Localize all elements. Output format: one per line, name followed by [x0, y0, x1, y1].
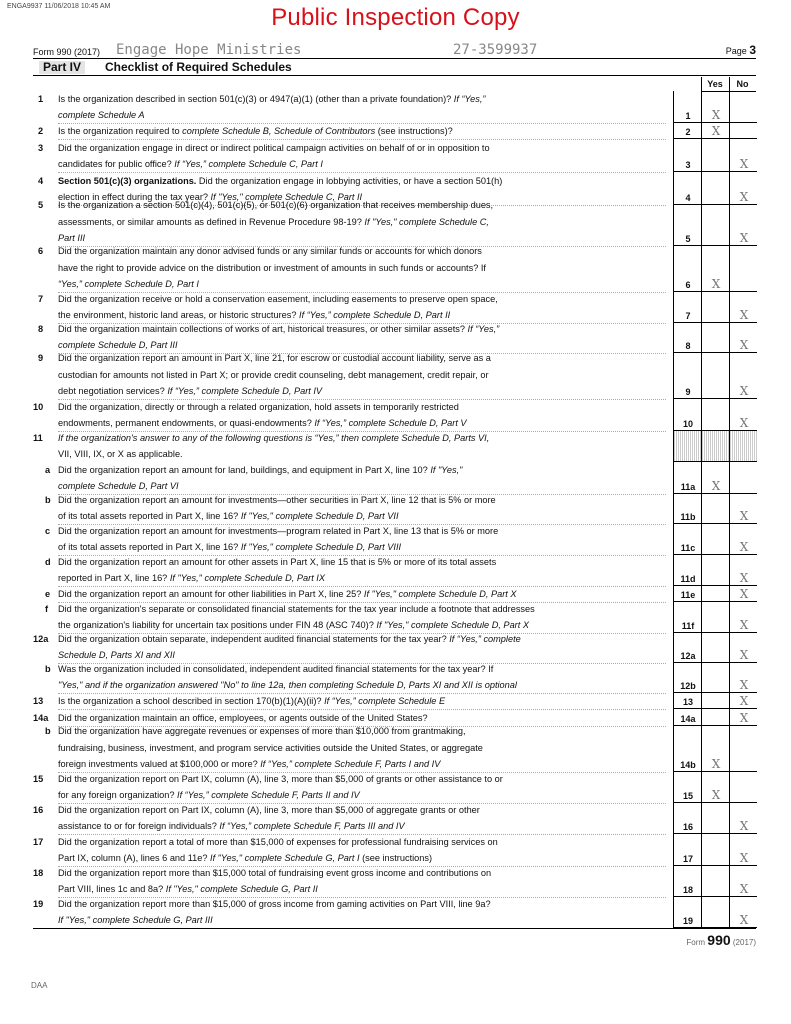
question-text-instruction: If “Yes,” — [453, 93, 486, 104]
question-text: Did the organization's separate or consolidated financial statements for the tax year include a footnote that addresses — [58, 603, 535, 614]
no-checkbox[interactable]: X — [739, 678, 749, 692]
question-text-line — [58, 123, 666, 140]
yes-column-divider — [701, 77, 702, 928]
answer-row-1 — [673, 91, 757, 123]
line-label: 6 — [685, 280, 691, 290]
answer-row-15 — [673, 772, 757, 803]
question-text: Is the organization a section 501(c)(4), 501(c)(5), or 501(c)(6) organization that receives membership dues, — [58, 200, 494, 211]
page-number: 3 — [749, 43, 756, 57]
question-text-plain: of its total assets reported in Part X, line 16? — [58, 542, 241, 553]
question-text-line — [58, 197, 666, 213]
question-text-line — [58, 243, 666, 259]
question-text — [58, 433, 489, 443]
question-text-plain: Did the organization report an amount for other liabilities in Part X, line 25? — [58, 589, 364, 600]
line-label: 11d — [680, 574, 696, 584]
part-title: Checklist of Required Schedules — [105, 60, 292, 74]
line-label: 1 — [685, 111, 691, 121]
question-text-instruction: complete Schedule A — [58, 110, 145, 121]
line-label: 13 — [682, 697, 693, 707]
line-label: 12b — [680, 681, 696, 691]
question-text-line — [58, 367, 666, 383]
line-label: 18 — [682, 885, 693, 895]
line-label: 15 — [682, 791, 693, 801]
line-label: 7 — [685, 311, 691, 321]
question-text-plain: endowments, permanent endowments, or quasi-endowments? — [58, 418, 315, 429]
question-text-line — [58, 260, 666, 276]
question-text-instruction: If “Yes,” complete — [449, 633, 521, 644]
no-checkbox[interactable]: X — [739, 913, 749, 927]
question-text-line — [58, 321, 666, 337]
question-text-line — [58, 446, 666, 462]
question-text — [58, 696, 445, 706]
yes-checkbox[interactable]: X — [711, 479, 721, 493]
question-text-instruction: If “Yes,” — [467, 323, 500, 334]
part-header — [33, 60, 756, 76]
question-text-line — [58, 723, 666, 739]
line-label: 11b — [680, 512, 696, 522]
question-number: 3 — [38, 142, 44, 153]
answer-row-8 — [673, 323, 757, 353]
question-text: VII, VIII, IX, or X as applicable. — [58, 449, 183, 460]
answer-row-19 — [673, 897, 757, 928]
question-text-plain: assessments, or similar amounts as defined in Revenue Procedure 98-19? — [58, 216, 365, 227]
bottom-rule — [33, 928, 756, 929]
question-text — [58, 790, 360, 800]
no-checkbox[interactable]: X — [739, 190, 749, 204]
no-checkbox[interactable]: X — [739, 571, 749, 585]
line-label: 2 — [685, 127, 691, 137]
footer-year: (2017) — [732, 938, 756, 947]
question-number: 9 — [38, 353, 44, 364]
question-text-instruction: If “Yes,” complete Schedule D, Part II — [299, 310, 451, 321]
answer-row-7 — [673, 292, 757, 323]
question-text-plain: (see instructions) — [359, 853, 433, 864]
question-text: custodian for amounts not listed in Part X; or provide credit counseling, debt management, credit repair, or — [58, 369, 489, 380]
line-label: 16 — [682, 822, 693, 832]
question-number: a — [45, 464, 51, 475]
line-label: 14a — [680, 714, 696, 724]
yes-checkbox[interactable]: X — [711, 788, 721, 802]
answer-row-10 — [673, 399, 757, 431]
no-column-divider — [729, 77, 730, 928]
no-checkbox[interactable]: X — [739, 694, 749, 708]
question-text: Did the organization have aggregate revenues or expenses of more than $10,000 from grantmaking, — [58, 726, 466, 737]
line-label: 17 — [682, 854, 693, 864]
question-text-plain: Is the organization a school described in section 170(b)(1)(A)(ii)? — [58, 696, 325, 707]
question-text — [58, 279, 199, 289]
question-text — [58, 176, 502, 186]
question-number: d — [45, 556, 51, 567]
answer-row-14a — [673, 709, 757, 726]
question-number: 18 — [33, 867, 44, 878]
question-text-plain: assistance to or for foreign individuals? — [58, 821, 220, 832]
question-number: 14a — [33, 713, 49, 724]
question-text-line — [58, 107, 666, 124]
line-label: 9 — [685, 387, 691, 397]
question-text-line — [58, 399, 666, 415]
line-label: 5 — [685, 234, 691, 244]
question-text — [58, 340, 178, 350]
question-text-instruction: If "Yes," complete Schedule C, — [364, 216, 489, 227]
answer-row-12b — [673, 663, 757, 693]
question-text-plain: Did the organization report an amount for land, buildings, and equipment in Part X, line 10? — [58, 464, 431, 475]
yes-checkbox[interactable]: X — [711, 277, 721, 291]
question-text: Did the organization receive or hold a conservation easement, including easements to preserve open space, — [58, 293, 498, 304]
no-checkbox[interactable]: X — [739, 618, 749, 632]
answer-row-4 — [673, 172, 757, 205]
question-text-line — [58, 740, 666, 756]
answer-row-shaded — [673, 431, 757, 462]
question-number: 12a — [33, 633, 49, 644]
question-text-instruction: If "Yes," complete Schedule D, Part VII — [240, 511, 399, 522]
question-text-line — [58, 156, 666, 173]
question-text-line — [58, 214, 666, 230]
answer-row-3 — [673, 139, 757, 172]
question-text-instruction: complete Schedule B, Schedule of Contributors — [182, 126, 376, 137]
question-text-plain: Part IX, column (A), lines 6 and 11e? — [58, 853, 211, 864]
question-text-line — [58, 677, 666, 694]
question-text-instruction: If "Yes," complete Schedule D, Part X — [376, 620, 529, 631]
question-text: Did the organization report on Part IX, column (A), line 3, more than $5,000 of grants or other assistance to or — [58, 773, 503, 784]
question-text — [58, 853, 432, 863]
line-label: 11f — [681, 621, 695, 631]
no-checkbox[interactable]: X — [739, 231, 749, 245]
question-text-plain: reported in Part X, line 16? — [58, 573, 170, 584]
question-text — [58, 126, 453, 136]
question-text-line — [58, 523, 666, 539]
question-text-instruction: If “Yes,” complete Schedule C, Part I — [174, 159, 323, 170]
question-text — [58, 650, 175, 660]
question-text-instruction: If "Yes," complete Schedule G, Part III — [58, 915, 213, 926]
question-number: 19 — [33, 898, 44, 909]
question-text-instruction: If "Yes," complete Schedule D, Part VIII — [240, 542, 402, 553]
answer-row-12a — [673, 633, 757, 663]
question-text — [58, 94, 485, 104]
form-footer — [686, 932, 756, 948]
question-text — [58, 110, 144, 120]
question-text-instruction: If “Yes,” complete Schedule E — [324, 696, 446, 707]
answer-row-9 — [673, 353, 757, 399]
question-number: 13 — [33, 696, 44, 707]
question-text: Did the organization report on Part IX, column (A), line 3, more than $5,000 of aggregate grants or other — [58, 804, 480, 815]
question-text-instruction: "Yes," and if the organization answered "No" to line 12a, then completing Schedule D, Parts XI and XII is optional — [58, 680, 517, 691]
question-text — [58, 159, 323, 169]
daa-mark: DAA — [31, 981, 48, 990]
line-label: 19 — [682, 916, 693, 926]
question-text: Did the organization, directly or through a related organization, hold assets in temporarily restricted — [58, 401, 459, 412]
question-text-instruction: If “Yes,” complete Schedule F, Parts III and IV — [219, 821, 405, 832]
answer-row-11c — [673, 524, 757, 555]
question-text-plain: (see instructions)? — [375, 126, 453, 137]
yes-checkbox[interactable]: X — [711, 124, 721, 138]
question-text-line — [58, 818, 666, 835]
question-text — [58, 418, 467, 428]
question-text-line — [58, 661, 666, 677]
question-text-instruction: If “Yes,” complete Schedule F, Parts II and IV — [177, 790, 360, 801]
part-label: Part IV — [39, 61, 85, 74]
question-text — [58, 884, 318, 894]
answer-row-11a — [673, 462, 757, 494]
question-text-line — [58, 350, 666, 366]
line-label: 11c — [680, 543, 696, 553]
footer-form-number: 990 — [707, 932, 731, 948]
question-number: 2 — [38, 126, 44, 137]
question-text-bold: Section 501(c)(3) organizations. — [58, 175, 197, 186]
question-text-line — [58, 896, 666, 912]
question-text-instruction: If "Yes," complete Schedule D, Part IX — [169, 573, 325, 584]
question-text — [58, 680, 517, 690]
question-text — [58, 589, 517, 599]
line-label: 8 — [685, 341, 691, 351]
question-text: Did the organization engage in direct or indirect political campaign activities on behalf of or in opposition to — [58, 142, 490, 153]
question-text: Did the organization report an amount in Part X, line 21, for escrow or custodial account liability, serve as a — [58, 353, 491, 364]
question-text: Did the organization report a total of more than $15,000 of expenses for professional fundraising services on — [58, 836, 498, 847]
question-text — [58, 573, 325, 583]
question-text-instruction: Part III — [58, 233, 86, 244]
answer-row-11d — [673, 555, 757, 586]
question-number: 8 — [38, 323, 44, 334]
question-text-line — [58, 492, 666, 508]
question-text-plain: Is the organization required to — [58, 126, 183, 137]
question-text-instruction: “Yes,” complete Schedule D, Part I — [58, 279, 199, 290]
question-text-line — [58, 173, 666, 189]
no-checkbox[interactable]: X — [739, 851, 749, 865]
question-number: 6 — [38, 246, 44, 257]
no-checkbox[interactable]: X — [739, 157, 749, 171]
question-text — [58, 634, 521, 644]
question-text-line — [58, 570, 666, 587]
question-text-plain: Part VIII, lines 1c and 8a? — [58, 884, 166, 895]
question-text — [58, 915, 213, 925]
question-text-plain: Did the organization obtain separate, independent audited financial statements for the tax year? — [58, 633, 450, 644]
no-column-header: No — [729, 77, 756, 92]
question-text — [58, 465, 462, 475]
question-number: b — [45, 726, 51, 737]
question-text-plain: election in effect during the tax year? — [58, 192, 211, 203]
question-number: 4 — [38, 175, 44, 186]
question-text-instruction: If “Yes,” complete Schedule D, Part V — [314, 418, 467, 429]
question-text-instruction: If “Yes,” complete Schedule F, Parts I and IV — [260, 759, 441, 770]
question-text-line — [58, 601, 666, 617]
answer-row-11f — [673, 602, 757, 633]
yes-checkbox[interactable]: X — [711, 108, 721, 122]
question-number: 17 — [33, 836, 44, 847]
line-label: 14b — [680, 760, 696, 770]
answer-row-11b — [673, 494, 757, 524]
question-text-plain: the organization's liability for uncertain tax positions under FIN 48 (ASC 740)? — [58, 620, 377, 631]
question-text: Did the organization report an amount for other assets in Part X, line 15 that is 5% or more of its total assets — [58, 556, 497, 567]
no-checkbox[interactable]: X — [739, 882, 749, 896]
question-number: 15 — [33, 773, 44, 784]
ein: 27-3599937 — [453, 42, 538, 58]
question-number: b — [45, 494, 51, 505]
organization-name: Engage Hope Ministries — [116, 42, 302, 58]
question-text-instruction: If "Yes," complete Schedule D, Part X — [363, 589, 517, 600]
public-inspection-banner: Public Inspection Copy — [271, 4, 520, 31]
question-text-line — [58, 631, 666, 647]
question-text-instruction: If "Yes," complete Schedule G, Part II — [165, 884, 318, 895]
question-text-instruction: If "Yes," complete Schedule C, Part II — [210, 192, 363, 203]
question-text — [58, 759, 440, 769]
form-label: Form 990 (2017) — [33, 47, 101, 57]
no-checkbox[interactable]: X — [739, 540, 749, 554]
question-text-instruction: If “Yes,” complete Schedule D, Part IV — [167, 386, 323, 397]
question-text-line — [58, 693, 666, 710]
answer-row-16 — [673, 803, 757, 834]
question-text-plain: the environment, historic land areas, or historic structures? — [58, 310, 300, 321]
line-label: 11e — [680, 590, 696, 600]
question-text-instruction: If "Yes," complete Schedule G, Part I — [210, 853, 360, 864]
question-text-line — [58, 430, 666, 446]
question-text — [58, 620, 529, 630]
question-text-line — [58, 834, 666, 850]
no-checkbox[interactable]: X — [739, 416, 749, 430]
question-text-instruction: complete Schedule D, Part III — [58, 340, 178, 351]
question-text-plain: of its total assets reported in Part X, line 16? — [58, 511, 241, 522]
no-checkbox[interactable]: X — [739, 509, 749, 523]
question-text — [58, 511, 399, 521]
question-text-line — [58, 462, 666, 478]
question-text-plain: for any foreign organization? — [58, 790, 178, 801]
question-text: Was the organization included in consolidated, independent audited financial statements for the tax year? If — [58, 663, 494, 674]
question-text — [58, 217, 489, 227]
no-checkbox[interactable]: X — [739, 587, 749, 601]
no-checkbox[interactable]: X — [739, 384, 749, 398]
answer-row-14b — [673, 726, 757, 772]
answer-row-17 — [673, 834, 757, 866]
line-label: 11a — [680, 482, 696, 492]
question-text-instruction: Schedule D, Parts XI and XII — [58, 650, 175, 661]
question-text: have the right to provide advice on the distribution or investment of amounts in such funds or accounts? If — [58, 262, 486, 273]
question-number: 5 — [38, 200, 44, 211]
question-text — [58, 481, 179, 491]
no-checkbox[interactable]: X — [739, 338, 749, 352]
question-text-line — [58, 912, 666, 929]
answer-row-13 — [673, 693, 757, 709]
question-text — [58, 233, 85, 243]
answer-row-6 — [673, 246, 757, 292]
question-text-line — [58, 802, 666, 818]
question-text: Did the organization report an amount for investments—other securities in Part X, line 12 that is 5% or more — [58, 494, 496, 505]
line-label: 3 — [685, 160, 691, 170]
print-stamp: ENGA9937 11/06/2018 10:45 AM — [7, 3, 111, 10]
question-text-line — [58, 140, 666, 156]
question-text-instruction: complete Schedule D, Part VI — [58, 481, 179, 492]
no-checkbox[interactable]: X — [739, 308, 749, 322]
no-checkbox[interactable]: X — [739, 711, 749, 725]
question-text — [58, 310, 450, 320]
question-text — [58, 324, 499, 334]
no-checkbox[interactable]: X — [739, 648, 749, 662]
question-number: 1 — [38, 93, 44, 104]
question-number: c — [45, 525, 51, 536]
footer-form-word: Form — [686, 938, 706, 947]
question-text-line — [58, 554, 666, 570]
line-label: 4 — [685, 193, 691, 203]
question-number: 10 — [33, 401, 44, 412]
no-checkbox[interactable]: X — [739, 819, 749, 833]
question-text: fundraising, business, investment, and program service activities outside the United States, or aggregate — [58, 742, 483, 753]
page-indicator — [726, 43, 756, 57]
question-text: Did the organization maintain an office, employees, or agents outside of the United States? — [58, 713, 428, 724]
answer-row-2 — [673, 123, 757, 139]
answer-row-18 — [673, 866, 757, 897]
question-text-instruction: If the organization's answer to any of the following questions is “Yes,” then complete Schedule D, Parts VI, — [58, 432, 490, 443]
question-number: e — [45, 589, 51, 600]
question-text-plain: Is the organization described in section 501(c)(3) or 4947(a)(1) (other than a private foundation)? — [58, 93, 454, 104]
question-text-instruction: If "Yes," — [430, 464, 463, 475]
question-number: 16 — [33, 804, 44, 815]
answer-row-5 — [673, 205, 757, 246]
yes-checkbox[interactable]: X — [711, 757, 721, 771]
line-label: 12a — [680, 651, 696, 661]
question-text: Did the organization report more than $15,000 total of fundraising event gross income and contributions on — [58, 867, 492, 878]
answer-row-11e — [673, 586, 757, 602]
question-text — [58, 386, 322, 396]
question-text-plain: Did the organization engage in lobbying activities, or have a section 501(h) — [196, 175, 503, 186]
question-text-line — [58, 291, 666, 307]
question-text-plain: debt negotiation services? — [58, 386, 168, 397]
question-number: 11 — [33, 432, 43, 443]
question-text — [58, 542, 401, 552]
question-text-line — [58, 383, 666, 400]
question-number: 7 — [38, 293, 44, 304]
question-text: Did the organization maintain any donor advised funds or any similar funds or accounts for which donors — [58, 246, 482, 257]
question-text: Did the organization report an amount for investments—program related in Part X, line 13 that is 5% or more — [58, 525, 499, 536]
question-text-plain: foreign investments valued at $100,000 or more? — [58, 759, 261, 770]
form-header — [33, 42, 756, 59]
question-text-plain: candidates for public office? — [58, 159, 175, 170]
line-label: 10 — [682, 419, 693, 429]
question-text-plain: Did the organization maintain collections of works of art, historical treasures, or other similar assets? — [58, 323, 468, 334]
question-text-line — [58, 91, 666, 107]
question-text: Did the organization report more than $15,000 of gross income from gaming activities on Part VIII, line 9a? — [58, 898, 491, 909]
question-number: f — [45, 603, 49, 614]
page-label: Page — [725, 46, 747, 56]
question-number: b — [45, 663, 51, 674]
yes-column-header: Yes — [701, 77, 729, 92]
question-text-line — [58, 865, 666, 881]
question-text-line — [58, 771, 666, 787]
question-text — [58, 821, 405, 831]
